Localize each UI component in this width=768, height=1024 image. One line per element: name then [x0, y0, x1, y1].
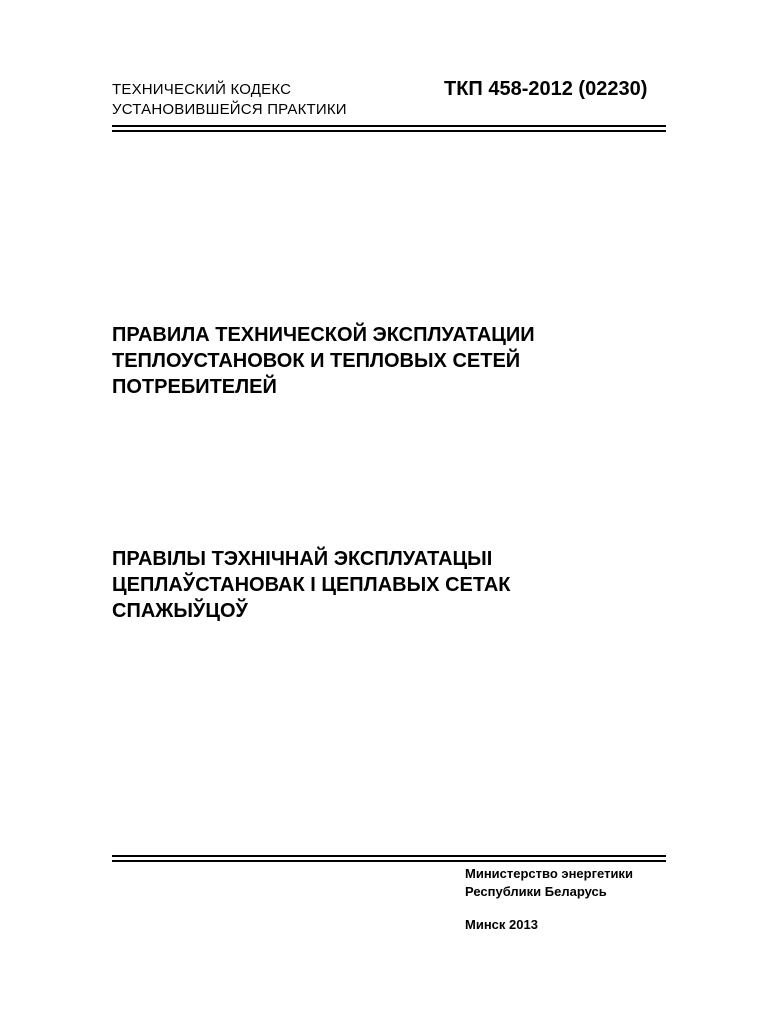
document-type-line-1: ТЕХНИЧЕСКИЙ КОДЕКС — [112, 81, 292, 98]
title-belarusian-line-2: ЦЕПЛАЎСТАНОВАК І ЦЕПЛАВЫХ СЕТАК — [112, 574, 511, 596]
issuing-organization-line-2: Республики Беларусь — [465, 884, 607, 899]
issuing-organization — [465, 865, 633, 901]
document-code: ТКП 458-2012 (02230) — [444, 78, 648, 100]
footer-divider-line-1 — [112, 855, 666, 857]
document-type-line-2: УСТАНОВИВШЕЙСЯ ПРАКТИКИ — [112, 101, 347, 118]
issuing-organization-line-1: Министерство энергетики — [465, 866, 633, 881]
publication-place-year: Минск 2013 — [465, 917, 538, 932]
footer-divider-line-2 — [112, 860, 666, 862]
title-belarusian-line-1: ПРАВІЛЫ ТЭХНІЧНАЙ ЭКСПЛУАТАЦЫІ — [112, 548, 493, 570]
title-russian-line-2: ТЕПЛОУСТАНОВОК И ТЕПЛОВЫХ СЕТЕЙ — [112, 350, 521, 372]
title-russian-line-1: ПРАВИЛА ТЕХНИЧЕСКОЙ ЭКСПЛУАТАЦИИ — [112, 324, 535, 346]
header-divider-line-1 — [112, 125, 666, 127]
title-russian-line-3: ПОТРЕБИТЕЛЕЙ — [112, 376, 277, 398]
title-belarusian-line-3: СПАЖЫЎЦОЎ — [112, 600, 248, 622]
title-belarusian — [112, 546, 510, 624]
title-russian — [112, 322, 535, 400]
header-divider-line-2 — [112, 130, 666, 132]
document-type-label — [112, 80, 347, 120]
